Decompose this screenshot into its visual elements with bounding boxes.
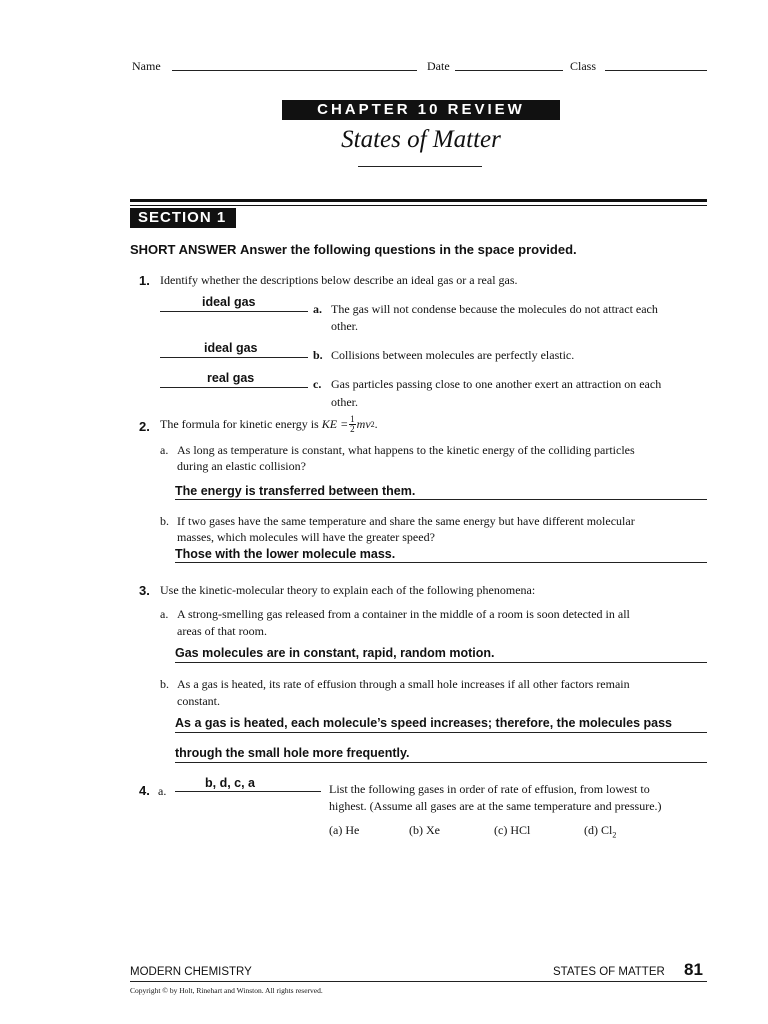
q1c-answer-line: [160, 387, 308, 388]
q1c-answer[interactable]: real gas: [207, 371, 255, 385]
question-3-text: Use the kinetic-molecular theory to explain each of the following phenomena:: [160, 583, 536, 597]
q2-formula-rhs: mv: [356, 416, 371, 431]
name-field-line[interactable]: [172, 70, 417, 71]
q2a-text-line1: As long as temperature is constant, what happens to the kinetic energy of the colliding particles: [177, 443, 635, 457]
chapter-banner: [282, 100, 560, 120]
q1c-text-line1: Gas particles passing close to one another exert an attraction on each: [331, 377, 662, 391]
instruction-text: Answer the following questions in the space provided.: [240, 242, 577, 257]
q4a-text-line2: highest. (Assume all gases are at the same temperature and pressure.): [329, 799, 662, 813]
section-rule-thick: [130, 199, 707, 202]
section-instruction: [130, 242, 577, 257]
q3b-answer-line1[interactable]: As a gas is heated, each molecule’s speed increases; therefore, the molecules pass: [175, 716, 672, 730]
chapter-banner-text: CHAPTER 10 REVIEW: [317, 101, 525, 118]
q1a-text-line1: The gas will not condense because the molecules do not attract each: [331, 302, 658, 316]
q4-option-he: (a) He: [329, 823, 360, 837]
footer-rule: [130, 981, 707, 982]
q2-fraction-denominator: 2: [350, 423, 355, 434]
q4a-letter: a.: [158, 784, 167, 798]
q3a-answer[interactable]: Gas molecules are in constant, rapid, random motion.: [175, 646, 495, 660]
q3a-letter: a.: [160, 607, 169, 621]
q3b-answer-line2[interactable]: through the small hole more frequently.: [175, 746, 410, 760]
date-label: Date: [427, 59, 450, 73]
q3b-text-line1: As a gas is heated, its rate of effusion through a small hole increases if all other factors remain: [177, 677, 630, 691]
q2a-text-line2: during an elastic collision?: [177, 459, 306, 473]
q3b-answer-rule2: [175, 762, 707, 763]
q4a-text-line1: List the following gases in order of rate of effusion, from lowest to: [329, 782, 650, 796]
q3a-answer-line: [175, 662, 707, 663]
question-3-number: 3.: [139, 583, 150, 598]
q4-option-xe: (b) Xe: [409, 823, 440, 837]
q2-fraction-numerator: 1: [350, 413, 355, 424]
q4-option-cl2-text: (d) Cl: [584, 823, 613, 837]
q3a-text-line2: areas of that room.: [177, 624, 267, 638]
q1b-answer-line: [160, 357, 308, 358]
short-answer-label: SHORT ANSWER: [130, 242, 237, 257]
q2-formula-exponent: 2: [370, 419, 375, 429]
q4a-answer[interactable]: b, d, c, a: [205, 776, 256, 790]
q3a-text-line1: A strong-smelling gas released from a container in the middle of a room is soon detected in all: [177, 607, 630, 621]
q2-fraction: [349, 415, 356, 434]
q1b-letter: b.: [313, 348, 323, 362]
q2-formula-lhs: KE =: [321, 416, 349, 431]
footer-left: MODERN CHEMISTRY: [130, 966, 252, 978]
class-field-line[interactable]: [605, 70, 707, 71]
title-underline: [358, 166, 482, 167]
q4-option-cl2-subscript: 2: [612, 830, 617, 840]
question-2-text: [160, 412, 378, 436]
copyright: Copyright © by Holt, Rinehart and Winston. All rights reserved.: [130, 986, 323, 995]
q1c-text-line2: other.: [331, 395, 358, 409]
q2b-text-line1: If two gases have the same temperature and share the same energy but have different molecular: [177, 514, 635, 528]
q2-formula-end: .: [374, 416, 378, 431]
q2a-letter: a.: [160, 443, 169, 457]
q2a-answer[interactable]: The energy is transferred between them.: [175, 484, 416, 498]
question-1-number: 1.: [139, 273, 150, 288]
q1a-answer-line: [160, 311, 308, 312]
name-label: Name: [132, 59, 161, 73]
q3b-answer-rule1: [175, 732, 707, 733]
q4a-answer-line: [175, 791, 321, 792]
q2b-answer[interactable]: Those with the lower molecule mass.: [175, 547, 396, 561]
class-label: Class: [570, 59, 597, 73]
page-number: 81: [684, 960, 703, 979]
footer-right: STATES OF MATTER: [553, 966, 665, 978]
section-rule-thin: [130, 205, 707, 206]
q1b-text-line1: Collisions between molecules are perfectly elastic.: [331, 348, 575, 362]
q2b-text-line2: masses, which molecules will have the greater speed?: [177, 530, 435, 544]
q3b-letter: b.: [160, 677, 169, 691]
question-1-text: Identify whether the descriptions below describe an ideal gas or a real gas.: [160, 273, 518, 287]
q1b-answer[interactable]: ideal gas: [204, 341, 258, 355]
q1a-text-line2: other.: [331, 319, 358, 333]
q4-option-cl2: [584, 823, 616, 839]
q2a-answer-line: [175, 499, 707, 500]
section-badge: [130, 208, 236, 228]
section-label: SECTION 1: [138, 209, 227, 226]
question-4-number: 4.: [139, 783, 150, 798]
q2-text-pre: The formula for kinetic energy is: [160, 416, 319, 431]
q1a-letter: a.: [313, 302, 322, 316]
q1c-letter: c.: [313, 377, 322, 391]
q2b-letter: b.: [160, 514, 169, 528]
page-title: States of Matter: [341, 126, 501, 153]
q3b-text-line2: constant.: [177, 694, 220, 708]
question-2-number: 2.: [139, 419, 150, 434]
date-field-line[interactable]: [455, 70, 563, 71]
q4-option-hcl: (c) HCl: [494, 823, 531, 837]
q1a-answer[interactable]: ideal gas: [202, 295, 256, 309]
q2b-answer-line: [175, 562, 707, 563]
